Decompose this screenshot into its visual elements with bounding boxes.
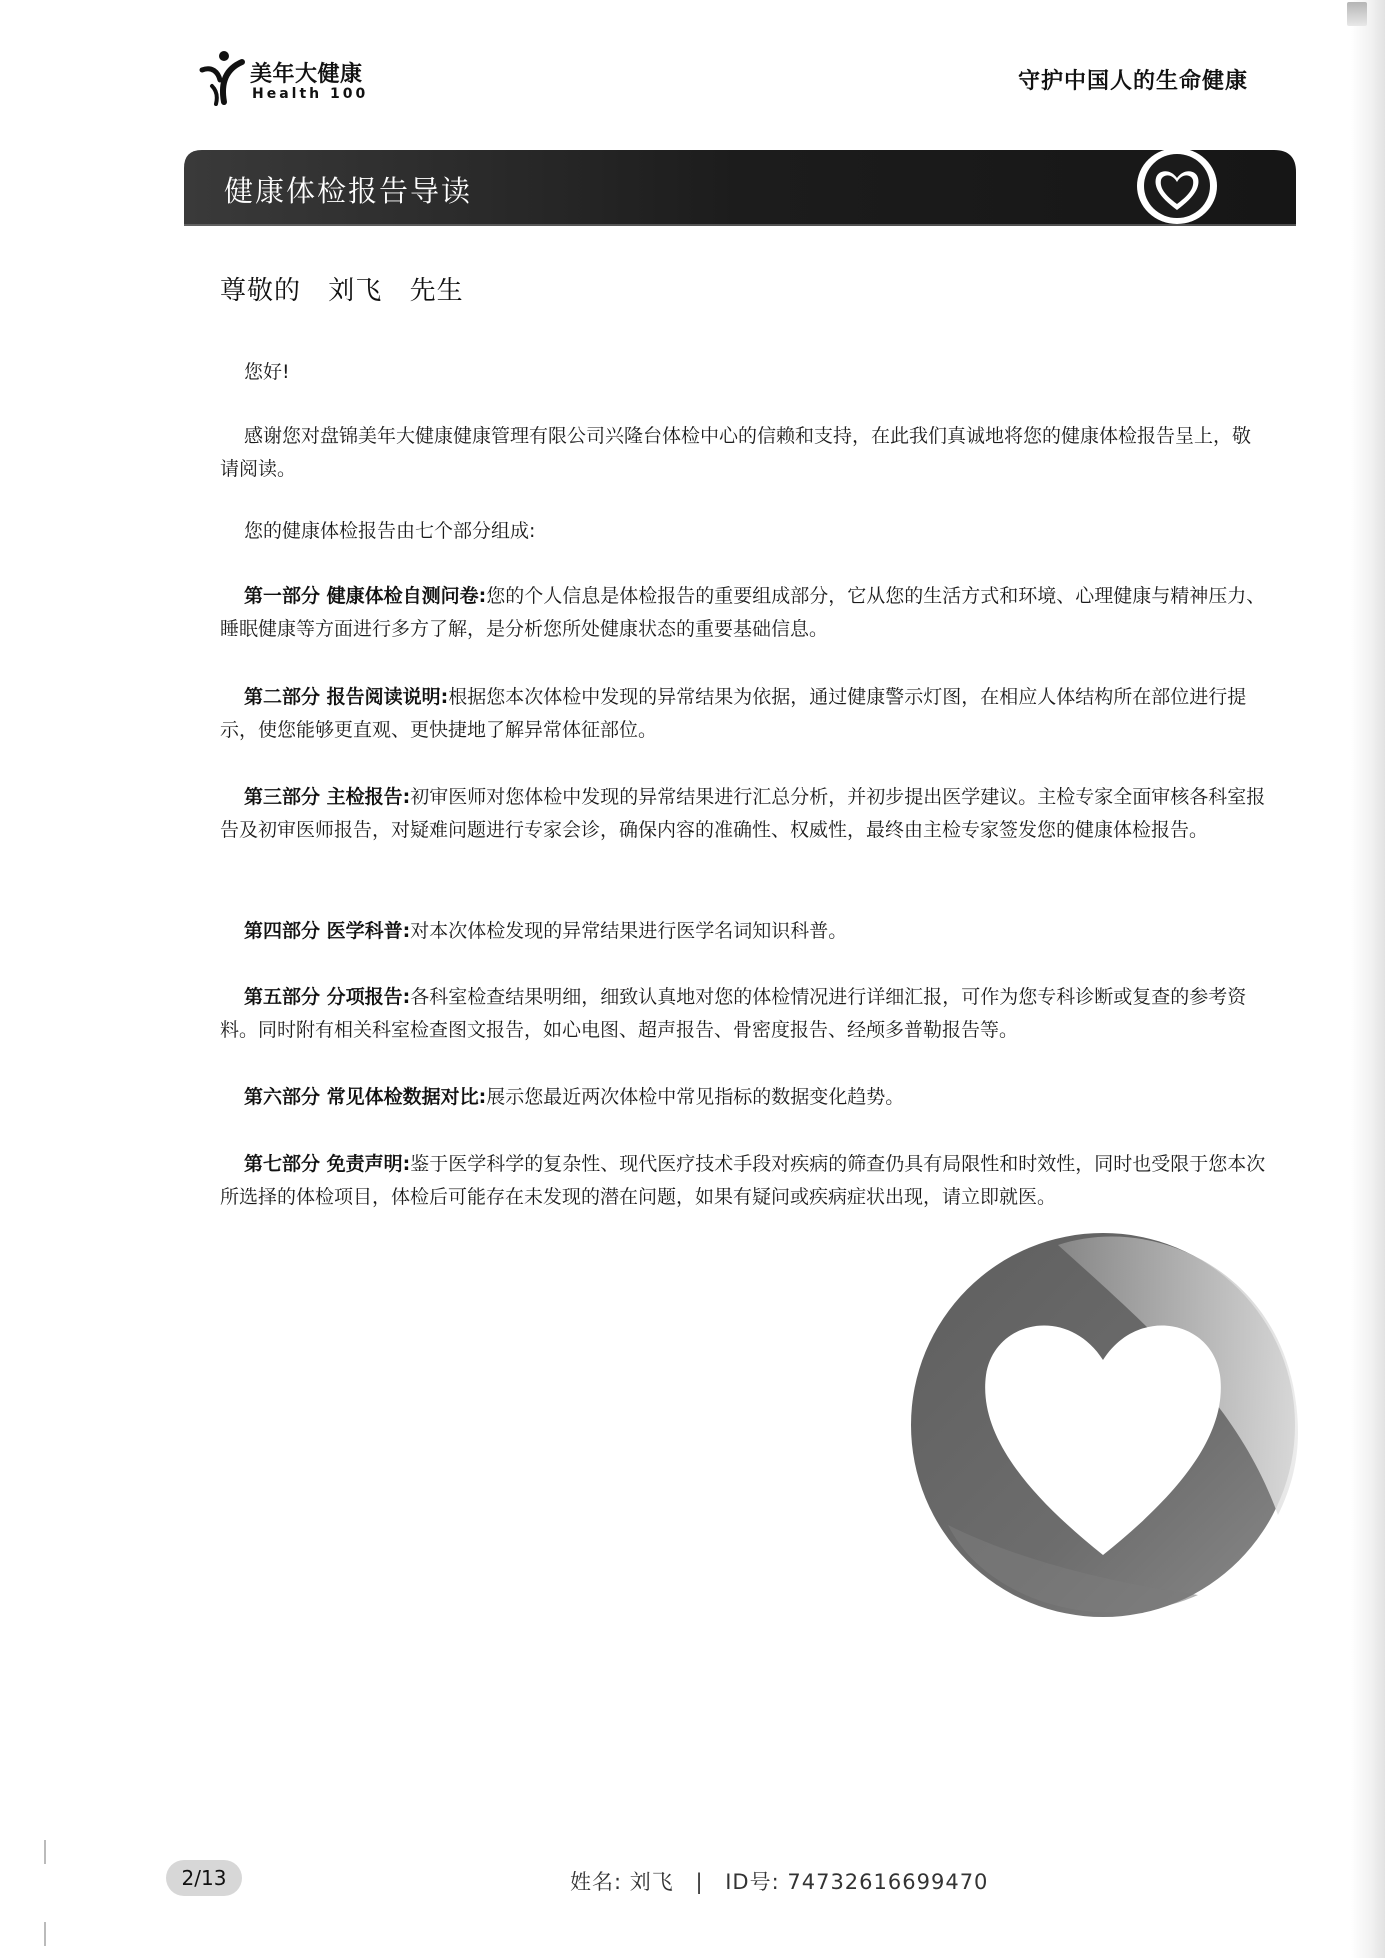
section-paragraph — [220, 781, 1266, 847]
footer-name-label: 姓名: — [570, 1870, 623, 1894]
brand-logo — [198, 50, 408, 110]
heart-icon — [1132, 144, 1222, 228]
section-text: 初审医师对您体检中发现的异常结果进行汇总分析，并初步提出医学建议。主检专家全面审核各科室报告及初审医师报告，对疑难问题进行专家会诊，确保内容的准确性、权威性，最终由主检专家签发您的健康体检报告。 — [220, 786, 1266, 841]
section-label: 第三部分 主检报告: — [244, 786, 411, 808]
section-paragraph — [220, 681, 1266, 747]
intro-paragraph: 感谢您对盘锦美年大健康健康管理有限公司兴隆台体检中心的信赖和支持，在此我们真诚地将您的健康体检报告呈上，敬请阅读。 — [220, 425, 1252, 480]
section-paragraph — [220, 580, 1266, 646]
footer-id-label: ID号: — [725, 1870, 780, 1894]
scan-edge-shadow — [1351, 0, 1385, 1958]
section-label: 第七部分 免责声明: — [244, 1153, 411, 1175]
salutation-prefix: 尊敬的 — [220, 276, 302, 306]
scan-edge-mark — [44, 1922, 46, 1946]
footer-separator: | — [695, 1870, 704, 1894]
decorative-heart-disc — [908, 1225, 1308, 1625]
header-slogan: 守护中国人的生命健康 — [1017, 69, 1248, 94]
section-text: 对本次体检发现的异常结果进行医学名词知识科普。 — [410, 920, 848, 942]
section-text: 您的个人信息是体检报告的重要组成部分，它从您的生活方式和环境、心理健康与精神压力、睡眠健康等方面进行多方了解，是分析您所处健康状态的重要基础信息。 — [220, 585, 1266, 640]
section-label: 第五部分 分项报告: — [244, 986, 411, 1008]
footer-patient-info — [570, 1866, 988, 1896]
scan-edge-mark — [44, 1840, 46, 1864]
section-text: 鉴于医学科学的复杂性、现代医疗技术手段对疾病的筛查仍具有局限性和时效性，同时也受限于您本次所选择的体检项目，体检后可能存在未发现的潜在问题，如果有疑问或疾病症状出现，请立即就医。 — [220, 1153, 1266, 1208]
scan-corner-mark — [1347, 2, 1367, 26]
section-paragraph — [220, 981, 1266, 1047]
structure-intro: 您的健康体检报告由七个部分组成: — [244, 520, 536, 542]
section-text: 根据您本次体检中发现的异常结果为依据，通过健康警示灯图，在相应人体结构所在部位进行提示，使您能够更直观、更快捷地了解异常体征部位。 — [220, 686, 1247, 741]
section-banner — [184, 150, 1298, 226]
section-paragraph — [220, 915, 1266, 948]
section-label: 第二部分 报告阅读说明: — [244, 686, 449, 708]
section-label: 第四部分 医学科普: — [244, 920, 411, 942]
banner-title: 健康体检报告导读 — [224, 174, 473, 208]
footer-name: 刘飞 — [629, 1870, 674, 1894]
brand-name-en: Health 100 — [252, 86, 369, 102]
recipient-name: 刘飞 — [328, 276, 383, 306]
section-text: 各科室检查结果明细，细致认真地对您的体检情况进行详细汇报，可作为您专科诊断或复查的参考资料。同时附有相关科室检查图文报告，如心电图、超声报告、骨密度报告、经颅多普勒报告等。 — [220, 986, 1247, 1041]
greeting: 您好! — [244, 361, 290, 383]
brand-name-cn: 美年大健康 — [250, 62, 363, 87]
page-number-badge: 2/13 — [166, 1860, 242, 1896]
footer-id: 74732616699470 — [787, 1870, 989, 1894]
brand-figure-icon — [198, 50, 248, 106]
recipient-title: 先生 — [409, 276, 464, 306]
section-label: 第一部分 健康体检自测问卷: — [244, 585, 487, 607]
section-text: 展示您最近两次体检中常见指标的数据变化趋势。 — [486, 1086, 905, 1108]
salutation — [220, 270, 482, 307]
section-paragraph — [220, 1148, 1266, 1214]
section-paragraph — [220, 1081, 1266, 1114]
section-label: 第六部分 常见体检数据对比: — [244, 1086, 487, 1108]
